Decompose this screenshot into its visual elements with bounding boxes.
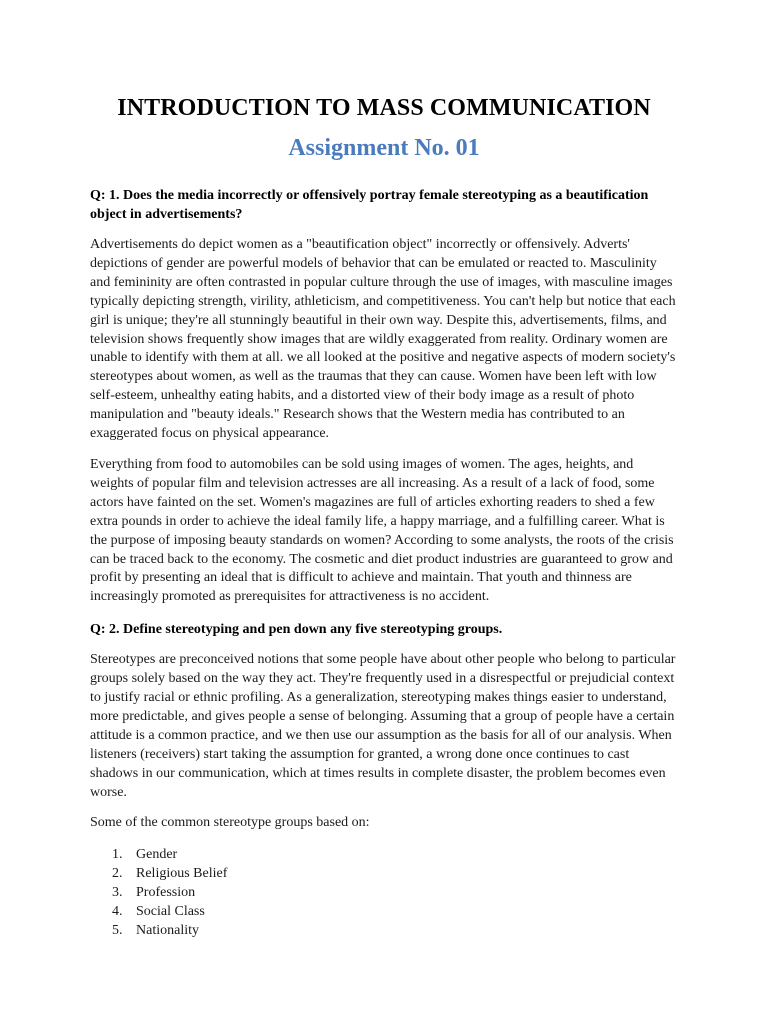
list-item-label: Gender bbox=[136, 847, 178, 863]
list-item bbox=[90, 921, 678, 940]
list-item bbox=[90, 864, 678, 883]
list-item-label: Nationality bbox=[136, 923, 199, 939]
stereotype-groups-list bbox=[90, 845, 678, 940]
q1-paragraph-1: Advertisements do depict women as a "beautification object" incorrectly or offensively. Adverts' depictions of gender are powerful models of behavior that can be emulated or reacted to. Masculinity and femininity are often contrasted in popular culture through the use of images, with masculine images typically depicting strength, virility, athleticism, and competitiveness. You can't help but notice that each girl is unique; they're all stunningly beautiful in their own way. Despite this, advertisements, films, and television shows frequently show images that are wildly exaggerated from reality. Ordinary women are unable to identify with them at all. we all looked at the positive and negative aspects of modern society's stereotypes about women, as well as the traumas that they can cause. Women have been left with low self-esteem, unhealthy eating habits, and a distorted view of their body image as a result of photo manipulation and "beauty ideals." Research shows that the Western media has contributed to an exaggerated focus on physical appearance. bbox=[90, 237, 676, 442]
list-item-label: Profession bbox=[136, 885, 196, 901]
list-item bbox=[90, 845, 678, 864]
list-item-number: 5. bbox=[112, 923, 123, 939]
list-item bbox=[90, 883, 678, 902]
list-item-label: Social Class bbox=[136, 904, 205, 920]
q2-paragraph-1: Stereotypes are preconceived notions that some people have about other people who belong to particular groups solely based on the way they act. They're frequently used in a disrespectful or prejudicial context to justify racial or ethnic profiling. As a generalization, stereotyping makes things easier to understand, more predictable, and gives people a sense of belonging. Assuming that a group of people have a certain attitude is a common practice, and we then use our assumption as the basis for all of our analysis. When listeners (receivers) start taking the assumption for granted, a wrong done once continues to cast shadows in our communication, which at times results in complete disaster, the problem becomes even worse. bbox=[90, 652, 676, 800]
q2-list-intro: Some of the common stereotype groups based on: bbox=[90, 815, 370, 831]
document-title: INTRODUCTION TO MASS COMMUNICATION bbox=[117, 95, 651, 121]
list-item-number: 4. bbox=[112, 904, 123, 920]
list-item-number: 1. bbox=[112, 847, 123, 863]
list-item-label: Religious Belief bbox=[136, 866, 228, 882]
q1-paragraph-2: Everything from food to automobiles can be sold using images of women. The ages, heights, and weights of popular film and television actresses are all increasing. As a result of a lack of food, some actors have fainted on the set. Women's magazines are full of articles exhorting readers to shed a few extra pounds in order to achieve the ideal family life, a happy marriage, and a fulfilling career. What is the purpose of imposing beauty standards on women? According to some analysts, the roots of the crisis can be traced back to the economy. The cosmetic and diet product industries are guaranteed to grow and profit by presenting an ideal that is difficult to achieve and maintain. That youth and thinness are increasingly promoted as prerequisites for attractiveness is no accident. bbox=[90, 456, 674, 605]
list-item-number: 3. bbox=[112, 885, 123, 901]
assignment-subtitle: Assignment No. 01 bbox=[288, 135, 480, 161]
list-item bbox=[90, 902, 678, 921]
list-item-number: 2. bbox=[112, 866, 123, 882]
question-2: Q: 2. Define stereotyping and pen down any five stereotyping groups. bbox=[90, 622, 503, 638]
question-1: Q: 1. Does the media incorrectly or offensively portray female stereotyping as a beautification object in advertisements? bbox=[90, 188, 649, 222]
